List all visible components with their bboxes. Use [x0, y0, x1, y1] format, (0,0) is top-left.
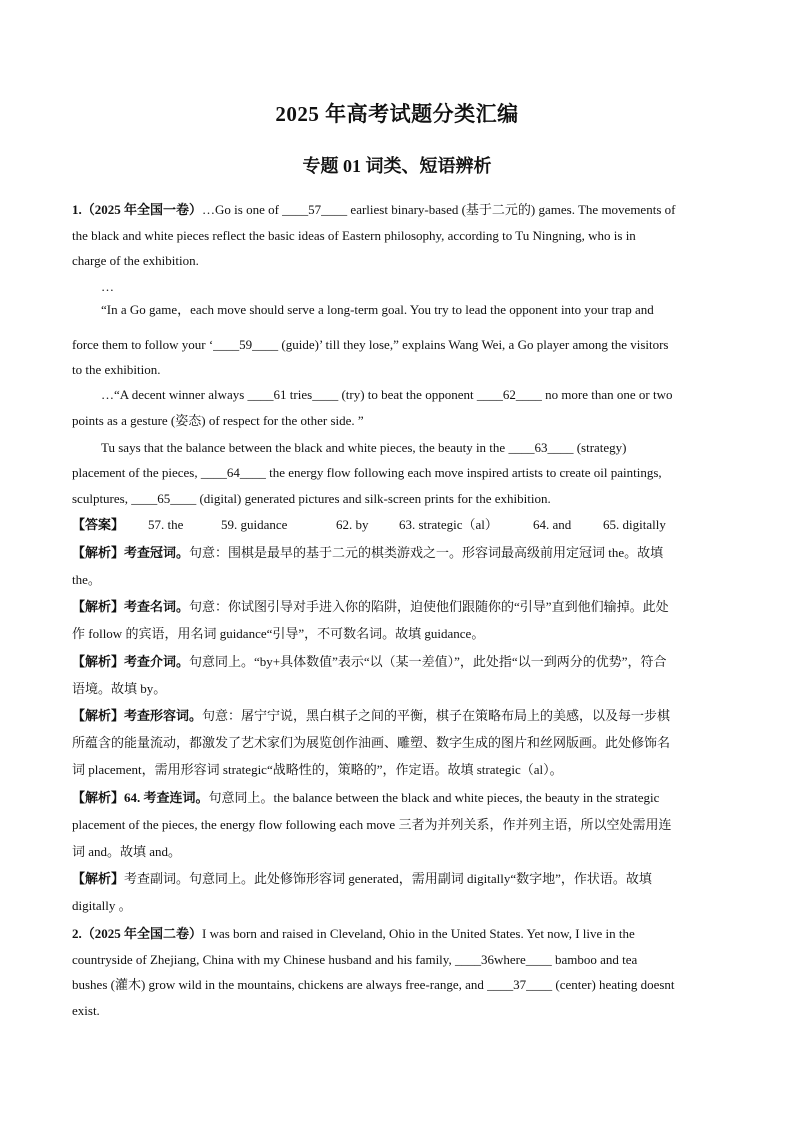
q1-line-12: sculptures, ____65____ (digital) generated pictures and silk-screen prints for the exhibition.	[72, 491, 551, 506]
page-subtitle: 专题 01 词类、短语辨析	[302, 156, 492, 176]
q1-ellipsis: …	[101, 279, 114, 294]
analysis-5-text: 句意同上。the balance between the black and white pieces, the beauty in the strategic	[208, 790, 660, 805]
analysis-5-line-2: placement of the pieces, the energy flow following each move 三者为并列关系，作并列主语，所以空处需用连	[72, 817, 672, 832]
answer-item: 59. guidance	[221, 517, 288, 532]
analysis-3-text: 句意同上。“by+具体数值”表示“以（某一差值）”，此处指“以一到两分的优势”，符合	[189, 654, 667, 669]
analysis-5-lead: 【解析】64. 考查连词。	[72, 790, 209, 805]
analysis-1-lead: 【解析】考查冠词。	[72, 545, 190, 560]
q1-line-1	[72, 202, 675, 218]
analysis-1-line-1	[72, 545, 663, 561]
analysis-6-line-2: digitally 。	[72, 898, 132, 913]
q1-line-5: “In a Go game，each move should serve a long-term goal. You try to lead the opponent into your trap and	[101, 302, 654, 317]
answer-item: 63. strategic（al）	[399, 517, 498, 532]
analysis-6-lead: 【解析】	[72, 871, 125, 886]
answer-item: 62. by	[336, 517, 369, 532]
q2-line-3: bushes (灌木) grow wild in the mountains, chickens are always free-range, and ____37____ (center) heating doesnt	[72, 977, 675, 992]
q1-line-2: the black and white pieces reflect the basic ideas of Eastern philosophy, according to Tu Ningning, who is in	[72, 228, 636, 243]
analysis-6-text: 考查副词。句意同上。此处修饰形容词 generated，需用副词 digitally“数字地”，作状语。故填	[124, 871, 652, 886]
answer-item: 57. the	[148, 517, 184, 532]
answer-item: 64. and	[533, 517, 572, 532]
q2-line-2: countryside of Zhejiang, China with my Chinese husband and his family, ____36where____ bamboo and tea	[72, 952, 638, 967]
analysis-2-topic: 考查名词。	[124, 599, 190, 614]
q2-line-1	[72, 926, 635, 942]
q1-line-6: force them to follow your ‘____59____ (guide)’ till they lose,” explains Wang Wei, a Go player among the visitors	[72, 337, 669, 352]
analysis-3-line-2: 语境。故填 by。	[72, 681, 167, 696]
analysis-3-lead: 【解析】考查介词。	[72, 654, 190, 669]
q1-text-1: …Go is one of ____57____ earliest binary-based (基于二元的) games. The movements of	[202, 202, 676, 217]
answer-label: 【答案】	[72, 517, 125, 532]
q2-label: 2.（2025 年全国二卷）	[72, 926, 203, 941]
q1-line-9: points as a gesture (姿态) of respect for the other side. ”	[72, 413, 364, 428]
analysis-1-line-2: the。	[72, 572, 101, 587]
analysis-2-line-1	[72, 599, 669, 615]
analysis-4-line-2: 所蕴含的能量流动，都激发了艺术家们为展览创作油画、雕塑、数字生成的图片和丝网版画。此处修饰名	[72, 735, 671, 750]
page-title: 2025 年高考试题分类汇编	[275, 102, 519, 126]
analysis-5-line-1	[72, 790, 659, 806]
q2-line-4: exist.	[72, 1003, 100, 1018]
q1-line-7: to the exhibition.	[72, 362, 161, 377]
q1-line-10: Tu says that the balance between the black and white pieces, the beauty in the ____63____ (strategy)	[101, 440, 627, 455]
analysis-3-line-1	[72, 654, 666, 670]
analysis-4-lead: 【解析】考查形容词。	[72, 708, 203, 723]
q1-line-3: charge of the exhibition.	[72, 253, 199, 268]
answer-item: 65. digitally	[603, 517, 666, 532]
q1-line-11: placement of the pieces, ____64____ the energy flow following each move inspired artists to create oil paintings,	[72, 465, 662, 480]
q1-label: 1.（2025 年全国一卷）	[72, 202, 203, 217]
analysis-2-text: 句意：你试图引导对手进入你的陷阱，迫使他们跟随你的“引导”直到他们输掉。此处	[189, 599, 669, 614]
analysis-6-line-1	[72, 871, 652, 887]
analysis-2-line-2: 作 follow 的宾语，用名词 guidance“引导”，不可数名词。故填 guidance。	[72, 626, 485, 641]
analysis-1-text: 句意：围棋是最早的基于二元的棋类游戏之一。形容词最高级前用定冠词 the。故填	[189, 545, 664, 560]
analysis-4-line-3: 词 placement，需用形容词 strategic“战略性的，策略的”，作定语。故填 strategic（al）。	[72, 762, 563, 777]
analysis-4-text: 句意：屠宁宁说，黑白棋子之间的平衡，棋子在策略布局上的美感，以及每一步棋	[202, 708, 671, 723]
analysis-5-line-3: 词 and。故填 and。	[72, 844, 182, 859]
q2-text-1: I was born and raised in Cleveland, Ohio in the United States. Yet now, I live in the	[202, 926, 635, 941]
analysis-2-lead: 【解析】	[72, 599, 125, 614]
analysis-4-line-1	[72, 708, 670, 724]
q1-line-8: …“A decent winner always ____61 tries____ (try) to beat the opponent ____62____ no more than one or two	[101, 387, 673, 402]
